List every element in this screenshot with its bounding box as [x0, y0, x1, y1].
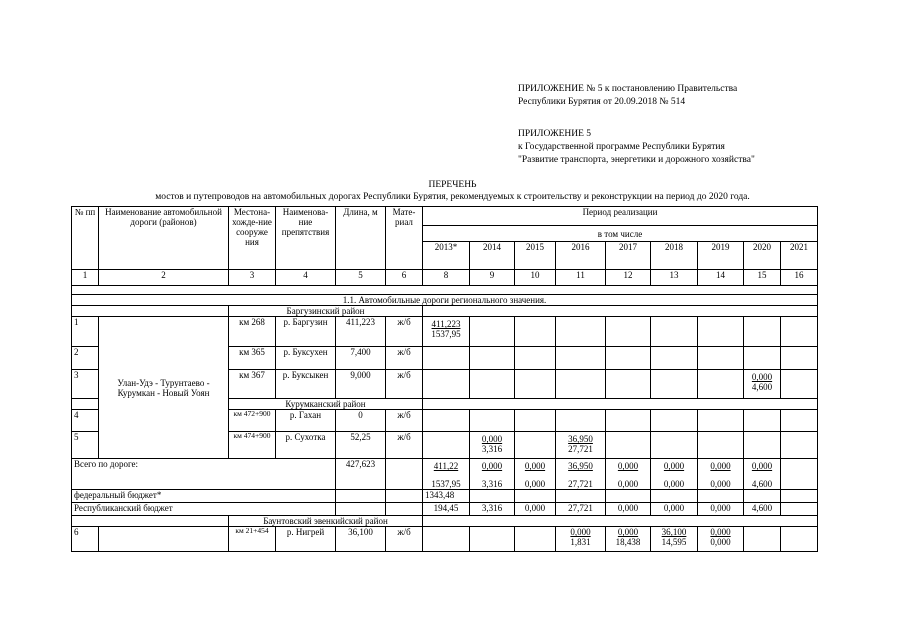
district-title: Курумканский район — [229, 399, 423, 410]
document-subtitle: мостов и путепроводов на автомобильных дорогах Республики Бурятия, рекомендуемых к строительству и реконструкции на период до 2020 года. — [155, 192, 750, 202]
col-number: 2 — [99, 270, 229, 286]
value-top: 411,223 — [431, 319, 461, 329]
value-top: 0,000 — [570, 527, 591, 537]
value-top: 0,000 — [751, 372, 773, 382]
appendix-header — [518, 83, 737, 109]
value-top: 0,000 — [710, 527, 731, 537]
value-bottom: 14,595 — [661, 537, 687, 547]
col-obstacle-header: Наименова-ние препятствия — [276, 207, 336, 270]
material-cell: ж/б — [386, 410, 423, 432]
col-number: 11 — [556, 270, 606, 286]
value-bottom: 0,000 — [710, 537, 731, 547]
value-cell-2014 — [470, 432, 515, 459]
length-cell: 0 — [336, 410, 386, 432]
value-top: 36,950 — [568, 434, 593, 444]
value-top: 0,000 — [710, 461, 731, 471]
value-bottom: 0,000 — [710, 479, 731, 489]
col-number: 16 — [781, 270, 818, 286]
value-cell-2020 — [744, 370, 781, 399]
value-top: 0,000 — [617, 527, 639, 537]
value-bottom: 3,316 — [481, 444, 503, 454]
total-cell — [423, 459, 470, 490]
value-bottom: 0,000 — [663, 479, 685, 489]
year-header: 2019 — [698, 242, 744, 270]
year-header: 2016 — [556, 242, 606, 270]
incl-header: в том числе — [423, 226, 818, 242]
republic-value: 3,316 — [470, 503, 515, 516]
value-bottom: 0,000 — [617, 479, 639, 489]
total-cell — [651, 459, 698, 490]
col-number: 9 — [470, 270, 515, 286]
value-top: 0,000 — [481, 461, 503, 471]
total-cell — [556, 459, 606, 490]
col-road-header: Наименование автомобильной дороги (районов) — [99, 207, 229, 270]
federal-label: федеральный бюджет* — [72, 490, 336, 503]
year-header: 2013* — [423, 242, 470, 270]
row-number: 6 — [72, 527, 99, 552]
year-header: 2020 — [744, 242, 781, 270]
republic-value: 0,000 — [698, 503, 744, 516]
value-bottom: 4,600 — [751, 479, 773, 489]
republic-value: 194,45 — [423, 503, 470, 516]
row-number: 1 — [72, 317, 99, 347]
total-label: Всего по дороге: — [72, 459, 336, 490]
length-cell: 36,100 — [336, 527, 386, 552]
republic-value: 0,000 — [651, 503, 698, 516]
year-header: 2015 — [515, 242, 556, 270]
total-cell — [470, 459, 515, 490]
appendix-line: к Государственной программе Республики Бурятия — [518, 142, 725, 152]
value-cell-2017 — [606, 527, 651, 552]
col-location-header: Местона-хожде-ние сооруже ния — [229, 207, 276, 270]
length-cell: 411,223 — [336, 317, 386, 347]
value-cell-2016 — [556, 527, 606, 552]
location-cell: км 21+454 — [229, 527, 276, 552]
appendix-line: "Развитие транспорта, энергетики и дорожного хозяйства" — [518, 155, 755, 165]
bridges-table — [71, 206, 818, 552]
year-header: 2014 — [470, 242, 515, 270]
district-title: Баунтовский эвенкийский район — [229, 516, 423, 527]
program-header — [518, 128, 755, 167]
col-number: 4 — [276, 270, 336, 286]
col-number: 14 — [698, 270, 744, 286]
location-cell: км 365 — [229, 347, 276, 370]
col-number: 12 — [606, 270, 651, 286]
location-cell: км 474+900 — [229, 432, 276, 459]
section-title: 1.1. Автомобильные дороги регионального значения. — [72, 295, 818, 306]
appendix-line: ПРИЛОЖЕНИЕ 5 — [518, 129, 592, 139]
obstacle-cell: р. Сухотка — [276, 432, 336, 459]
material-cell: ж/б — [386, 527, 423, 552]
col-number: 10 — [515, 270, 556, 286]
year-header: 2017 — [606, 242, 651, 270]
col-number: 5 — [336, 270, 386, 286]
length-cell: 52,25 — [336, 432, 386, 459]
value-top: 36,100 — [661, 527, 687, 537]
total-length: 427,623 — [336, 459, 386, 490]
republic-value: 27,721 — [556, 503, 606, 516]
value-top: 36,950 — [568, 461, 593, 471]
total-cell — [515, 459, 556, 490]
obstacle-cell: р. Буксыкен — [276, 370, 336, 399]
value-bottom: 1,831 — [570, 537, 591, 547]
value-cell-2013 — [423, 317, 470, 347]
value-top: 0,000 — [481, 434, 503, 444]
value-bottom: 4,600 — [751, 382, 773, 392]
col-number: 13 — [651, 270, 698, 286]
value-cell-2018 — [651, 527, 698, 552]
value-top: 0,000 — [524, 461, 546, 471]
location-cell: км 472+900 — [229, 410, 276, 432]
col-number: 6 — [386, 270, 423, 286]
value-bottom: 18,438 — [615, 537, 641, 547]
republic-label: Республиканский бюджет — [72, 503, 336, 516]
row-number: 4 — [72, 410, 99, 432]
republic-value: 4,600 — [744, 503, 781, 516]
value-bottom: 27,721 — [568, 479, 593, 489]
value-bottom: 27,721 — [568, 444, 593, 454]
federal-value: 1343,48 — [423, 490, 470, 503]
value-bottom: 3,316 — [481, 479, 503, 489]
row-number: 5 — [72, 432, 99, 459]
value-cell-2019 — [698, 527, 744, 552]
value-top: 0,000 — [617, 461, 639, 471]
col-number: 8 — [423, 270, 470, 286]
value-cell-2016 — [556, 432, 606, 459]
obstacle-cell: р. Баргузин — [276, 317, 336, 347]
value-top: 0,000 — [663, 461, 685, 471]
material-cell: ж/б — [386, 317, 423, 347]
period-header: Период реализации — [423, 207, 818, 226]
col-material-header: Мате-риал — [386, 207, 423, 270]
length-cell: 7,400 — [336, 347, 386, 370]
col-num-header: № пп — [72, 207, 99, 270]
material-cell: ж/б — [386, 370, 423, 399]
col-number: 3 — [229, 270, 276, 286]
document-title: ПЕРЕЧЕНЬ — [428, 180, 477, 190]
value-bottom: 1537,95 — [431, 329, 461, 339]
obstacle-cell: р. Буксухен — [276, 347, 336, 370]
republic-value: 0,000 — [515, 503, 556, 516]
location-cell: км 268 — [229, 317, 276, 347]
total-cell — [744, 459, 781, 490]
material-cell: ж/б — [386, 347, 423, 370]
obstacle-cell: р. Нигрей — [276, 527, 336, 552]
col-length-header: Длина, м — [336, 207, 386, 270]
row-number: 3 — [72, 370, 99, 399]
year-header: 2018 — [651, 242, 698, 270]
obstacle-cell: р. Гахан — [276, 410, 336, 432]
value-top: 0,000 — [751, 461, 773, 471]
value-bottom: 0,000 — [524, 479, 546, 489]
length-cell: 9,000 — [336, 370, 386, 399]
year-header: 2021 — [781, 242, 818, 270]
appendix-line: ПРИЛОЖЕНИЕ № 5 к постановлению Правительства — [518, 84, 738, 94]
col-number: 1 — [72, 270, 99, 286]
location-cell: км 367 — [229, 370, 276, 399]
value-bottom: 1537,95 — [431, 479, 461, 489]
total-cell — [606, 459, 651, 490]
total-cell — [698, 459, 744, 490]
appendix-line: Республики Бурятия от 20.09.2018 № 514 — [518, 97, 686, 107]
value-top: 411,22 — [433, 461, 459, 471]
row-number: 2 — [72, 347, 99, 370]
road-name: Улан-Удэ - Турунтаево - Курумкан - Новый Уоян — [99, 317, 229, 459]
col-number: 15 — [744, 270, 781, 286]
material-cell: ж/б — [386, 432, 423, 459]
republic-value: 0,000 — [606, 503, 651, 516]
district-title: Баргузинский район — [229, 306, 423, 317]
